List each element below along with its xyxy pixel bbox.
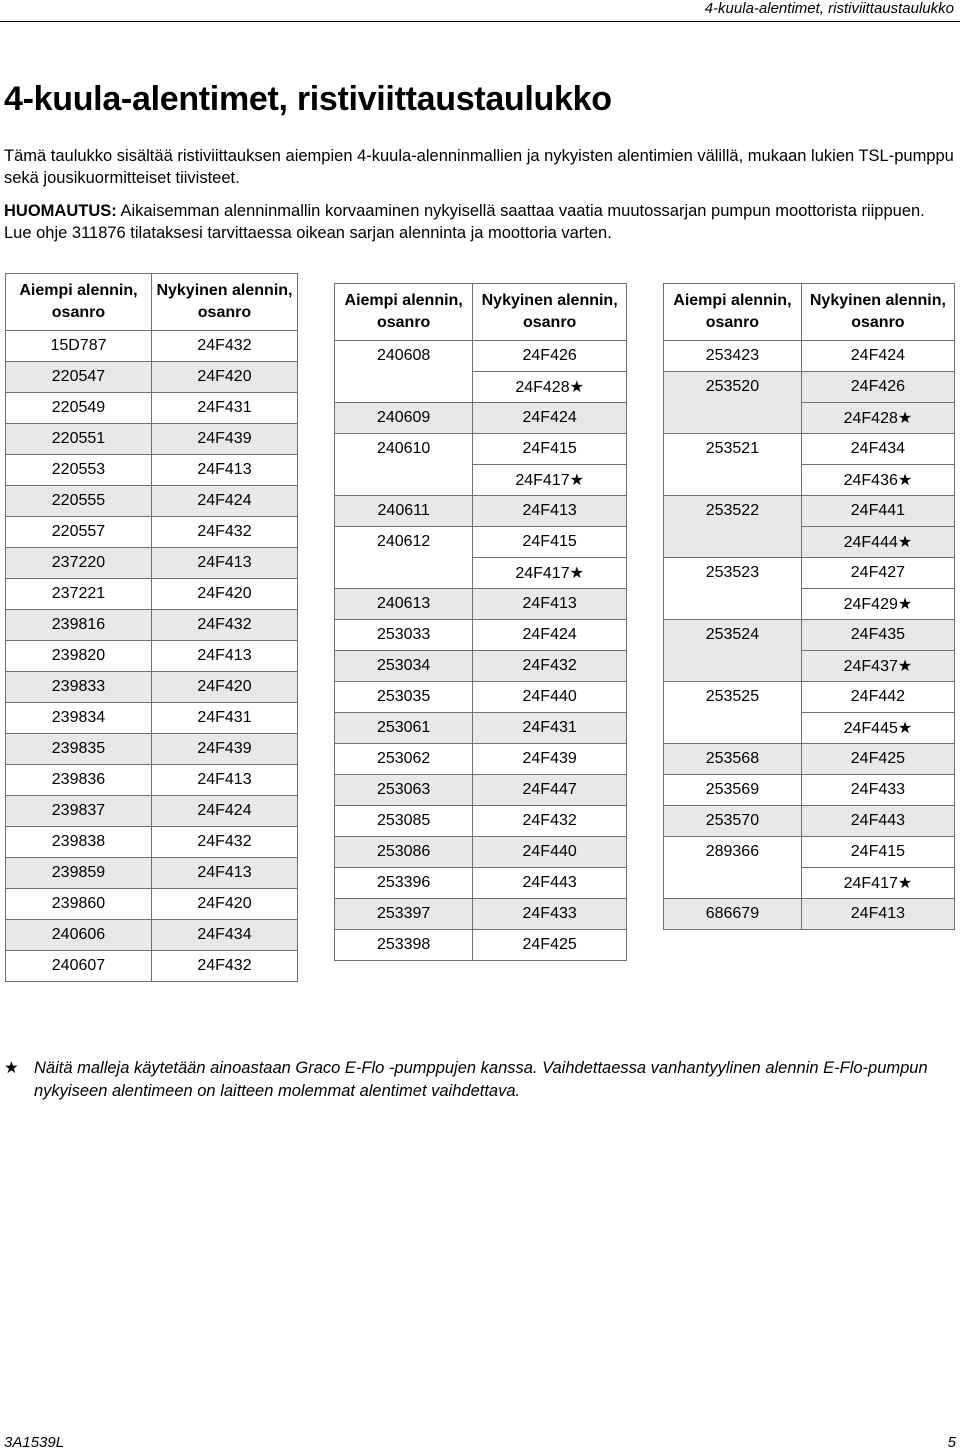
current-part-cell: 24F431: [473, 713, 627, 744]
previous-part-cell: 253398: [335, 930, 473, 961]
table-row: [664, 775, 955, 806]
previous-part-cell: 289366: [664, 837, 802, 868]
column-header-current: Nykyinen alennin, osanro: [801, 284, 954, 341]
previous-part-cell: 253568: [664, 744, 802, 775]
current-part-cell: 24F443: [473, 868, 627, 899]
table-row: [6, 796, 298, 827]
previous-part-cell: 253035: [335, 682, 473, 713]
previous-part-cell: 240613: [335, 589, 473, 620]
previous-part-cell: 253524: [664, 620, 802, 651]
previous-part-cell: [664, 713, 802, 744]
current-part-cell: 24F432: [473, 651, 627, 682]
current-part-cell: 24F434: [151, 920, 297, 951]
table-row: [335, 682, 627, 713]
previous-part-cell: 240608: [335, 341, 473, 372]
current-part-cell: 24F426: [801, 372, 954, 403]
table-row: [335, 403, 627, 434]
table-row: [6, 951, 298, 982]
current-part-cell: 24F417★: [473, 558, 627, 589]
previous-part-cell: [335, 465, 473, 496]
table-row: [335, 589, 627, 620]
note-paragraph: [4, 200, 954, 244]
previous-part-cell: 240610: [335, 434, 473, 465]
table-row: [335, 465, 627, 496]
current-part-cell: 24F420: [151, 889, 297, 920]
previous-part-cell: 253396: [335, 868, 473, 899]
current-part-cell: 24F413: [151, 548, 297, 579]
current-part-cell: 24F442: [801, 682, 954, 713]
current-part-cell: 24F415: [473, 434, 627, 465]
current-part-cell: 24F447: [473, 775, 627, 806]
previous-part-cell: 220553: [6, 455, 152, 486]
table-row: [335, 558, 627, 589]
current-part-cell: 24F435: [801, 620, 954, 651]
running-header: 4-kuula-alentimet, ristiviittaustaulukko: [704, 0, 954, 17]
note-text: Aikaisemman alenninmallin korvaaminen nykyisellä saattaa vaatia muutossarjan pumpun moottorista riippuen. Lue ohje 311876 tilataksesi tarvittaessa oikean sarjan alenninta ja moottoria varten.: [4, 202, 925, 242]
table-row: [335, 372, 627, 403]
table-row: [6, 827, 298, 858]
current-part-cell: 24F445★: [801, 713, 954, 744]
table-row: [335, 806, 627, 837]
current-part-cell: 24F444★: [801, 527, 954, 558]
table-row: [664, 589, 955, 620]
current-part-cell: 24F432: [151, 331, 297, 362]
previous-part-cell: 220551: [6, 424, 152, 455]
previous-part-cell: [664, 403, 802, 434]
current-part-cell: 24F429★: [801, 589, 954, 620]
previous-part-cell: 253033: [335, 620, 473, 651]
previous-part-cell: 253569: [664, 775, 802, 806]
current-part-cell: 24F439: [151, 734, 297, 765]
table-row: [664, 837, 955, 868]
table-header-row: [335, 284, 627, 341]
current-part-cell: 24F441: [801, 496, 954, 527]
current-part-cell: 24F424: [473, 620, 627, 651]
table-header-row: [664, 284, 955, 341]
table-row: [6, 920, 298, 951]
table-row: [664, 744, 955, 775]
current-part-cell: 24F437★: [801, 651, 954, 682]
previous-part-cell: [664, 589, 802, 620]
current-part-cell: 24F420: [151, 362, 297, 393]
current-part-cell: 24F434: [801, 434, 954, 465]
table-row: [335, 620, 627, 651]
current-part-cell: 24F413: [473, 589, 627, 620]
table-row: [664, 620, 955, 651]
previous-part-cell: 240607: [6, 951, 152, 982]
previous-part-cell: 239834: [6, 703, 152, 734]
previous-part-cell: 253063: [335, 775, 473, 806]
table-row: [335, 868, 627, 899]
current-part-cell: 24F428★: [473, 372, 627, 403]
table-row: [335, 744, 627, 775]
previous-part-cell: 240609: [335, 403, 473, 434]
current-part-cell: 24F425: [801, 744, 954, 775]
previous-part-cell: 686679: [664, 899, 802, 930]
previous-part-cell: 253522: [664, 496, 802, 527]
current-part-cell: 24F417★: [801, 868, 954, 899]
previous-part-cell: 253520: [664, 372, 802, 403]
previous-part-cell: 240612: [335, 527, 473, 558]
footnote-text: Näitä malleja käytetään ainoastaan Graco E-Flo -pumppujen kanssa. Vaihdettaessa vanhantyylinen alennin E-Flo-pumpun nykyiseen alentimeen on laitteen molemmat alentimet vaihdettava.: [34, 1059, 928, 1100]
current-part-cell: 24F439: [473, 744, 627, 775]
page-title: 4-kuula-alentimet, ristiviittaustaulukko: [4, 80, 612, 118]
table-row: [6, 486, 298, 517]
table-row: [335, 837, 627, 868]
table-row: [6, 517, 298, 548]
previous-part-cell: 240606: [6, 920, 152, 951]
table-row: [6, 579, 298, 610]
previous-part-cell: 237221: [6, 579, 152, 610]
column-header-previous: Aiempi alennin, osanro: [335, 284, 473, 341]
current-part-cell: 24F415: [801, 837, 954, 868]
current-part-cell: 24F432: [151, 827, 297, 858]
current-part-cell: 24F417★: [473, 465, 627, 496]
current-part-cell: 24F432: [473, 806, 627, 837]
current-part-cell: 24F425: [473, 930, 627, 961]
cross-reference-table-2: [334, 283, 627, 961]
table-row: [6, 641, 298, 672]
cross-reference-table-3: [663, 283, 955, 930]
previous-part-cell: 240611: [335, 496, 473, 527]
previous-part-cell: 253521: [664, 434, 802, 465]
current-part-cell: 24F427: [801, 558, 954, 589]
page-number: 5: [947, 1434, 956, 1451]
current-part-cell: 24F433: [801, 775, 954, 806]
table-header-row: [6, 274, 298, 331]
table-row: [335, 899, 627, 930]
previous-part-cell: 253523: [664, 558, 802, 589]
table-row: [6, 734, 298, 765]
header-rule: [0, 21, 960, 22]
previous-part-cell: 239820: [6, 641, 152, 672]
current-part-cell: 24F440: [473, 837, 627, 868]
table-row: [664, 868, 955, 899]
table-row: [664, 465, 955, 496]
table-row: [664, 899, 955, 930]
current-part-cell: 24F424: [801, 341, 954, 372]
table-row: [664, 558, 955, 589]
current-part-cell: 24F433: [473, 899, 627, 930]
table-row: [6, 455, 298, 486]
intro-paragraph: Tämä taulukko sisältää ristiviittauksen aiempien 4-kuula-alenninmallien ja nykyisten alentimien välillä, mukaan lukien TSL-pumppu sekä jousikuormitteiset tiivisteet.: [4, 147, 954, 187]
previous-part-cell: [664, 465, 802, 496]
table-row: [6, 703, 298, 734]
current-part-cell: 24F439: [151, 424, 297, 455]
table-row: [6, 393, 298, 424]
table-row: [664, 403, 955, 434]
table-row: [6, 548, 298, 579]
table-row: [6, 765, 298, 796]
previous-part-cell: 253525: [664, 682, 802, 713]
previous-part-cell: 220549: [6, 393, 152, 424]
note-label: HUOMAUTUS:: [4, 202, 117, 220]
current-part-cell: 24F443: [801, 806, 954, 837]
table-row: [664, 434, 955, 465]
table-row: [6, 672, 298, 703]
previous-part-cell: 239859: [6, 858, 152, 889]
table-row: [335, 651, 627, 682]
previous-part-cell: 239837: [6, 796, 152, 827]
table-row: [335, 341, 627, 372]
column-header-current: Nykyinen alennin, osanro: [151, 274, 297, 331]
previous-part-cell: 253397: [335, 899, 473, 930]
table-row: [6, 424, 298, 455]
table-row: [335, 434, 627, 465]
current-part-cell: 24F424: [473, 403, 627, 434]
cross-reference-table-1: [5, 273, 298, 982]
table-row: [6, 858, 298, 889]
previous-part-cell: 239836: [6, 765, 152, 796]
previous-part-cell: [664, 527, 802, 558]
table-row: [664, 496, 955, 527]
previous-part-cell: 239835: [6, 734, 152, 765]
current-part-cell: 24F436★: [801, 465, 954, 496]
current-part-cell: 24F428★: [801, 403, 954, 434]
current-part-cell: 24F413: [473, 496, 627, 527]
current-part-cell: 24F432: [151, 610, 297, 641]
previous-part-cell: 253034: [335, 651, 473, 682]
previous-part-cell: 253062: [335, 744, 473, 775]
current-part-cell: 24F424: [151, 796, 297, 827]
column-header-previous: Aiempi alennin, osanro: [664, 284, 802, 341]
current-part-cell: 24F413: [151, 641, 297, 672]
current-part-cell: 24F413: [151, 455, 297, 486]
previous-part-cell: 239838: [6, 827, 152, 858]
previous-part-cell: 220557: [6, 517, 152, 548]
document-id: 3A1539L: [4, 1434, 65, 1451]
previous-part-cell: 253086: [335, 837, 473, 868]
table-row: [335, 496, 627, 527]
previous-part-cell: 253423: [664, 341, 802, 372]
table-row: [664, 682, 955, 713]
current-part-cell: 24F431: [151, 393, 297, 424]
previous-part-cell: 253061: [335, 713, 473, 744]
current-part-cell: 24F440: [473, 682, 627, 713]
table-row: [664, 806, 955, 837]
previous-part-cell: 239816: [6, 610, 152, 641]
previous-part-cell: [664, 868, 802, 899]
table-row: [335, 527, 627, 558]
previous-part-cell: 220547: [6, 362, 152, 393]
table-row: [335, 775, 627, 806]
table-row: [6, 331, 298, 362]
previous-part-cell: 239860: [6, 889, 152, 920]
previous-part-cell: [664, 651, 802, 682]
current-part-cell: 24F432: [151, 517, 297, 548]
star-icon: ★: [4, 1059, 19, 1077]
table-row: [664, 713, 955, 744]
current-part-cell: 24F413: [151, 765, 297, 796]
previous-part-cell: 220555: [6, 486, 152, 517]
current-part-cell: 24F413: [801, 899, 954, 930]
table-row: [335, 713, 627, 744]
current-part-cell: 24F420: [151, 579, 297, 610]
current-part-cell: 24F415: [473, 527, 627, 558]
footnote: [4, 1057, 954, 1103]
table-row: [335, 930, 627, 961]
previous-part-cell: [335, 558, 473, 589]
table-row: [664, 651, 955, 682]
table-row: [6, 889, 298, 920]
table-row: [6, 610, 298, 641]
table-row: [664, 372, 955, 403]
previous-part-cell: 253085: [335, 806, 473, 837]
table-row: [6, 362, 298, 393]
table-row: [664, 341, 955, 372]
column-header-current: Nykyinen alennin, osanro: [473, 284, 627, 341]
column-header-previous: Aiempi alennin, osanro: [6, 274, 152, 331]
previous-part-cell: 237220: [6, 548, 152, 579]
table-row: [664, 527, 955, 558]
current-part-cell: 24F413: [151, 858, 297, 889]
previous-part-cell: 253570: [664, 806, 802, 837]
current-part-cell: 24F420: [151, 672, 297, 703]
previous-part-cell: 15D787: [6, 331, 152, 362]
previous-part-cell: 239833: [6, 672, 152, 703]
current-part-cell: 24F432: [151, 951, 297, 982]
current-part-cell: 24F426: [473, 341, 627, 372]
current-part-cell: 24F424: [151, 486, 297, 517]
previous-part-cell: [335, 372, 473, 403]
current-part-cell: 24F431: [151, 703, 297, 734]
